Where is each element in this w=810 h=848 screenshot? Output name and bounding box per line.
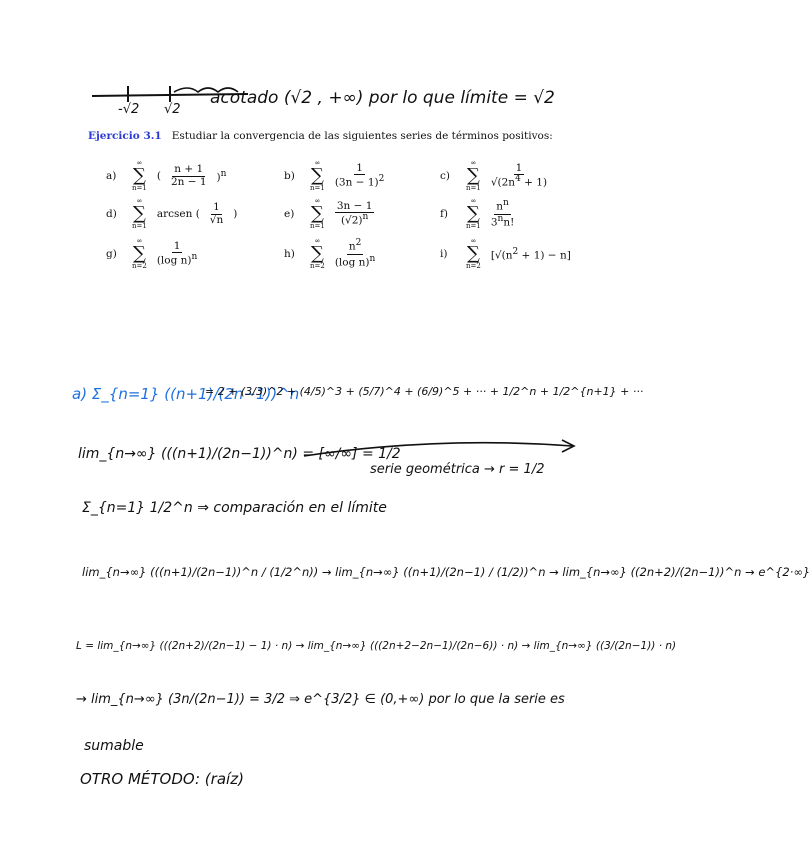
exercise-label: Ejercicio 3.1 (88, 130, 162, 142)
arrow-curve (300, 432, 580, 462)
tick-right-label: √2 (164, 102, 181, 117)
exercise-item-g: g) ∞ ∑ n=2 $\frac{1}{(\log n)^n}$ (106, 237, 198, 270)
exercise-item-c: c) ∞ ∑ n=1 $\frac{1}{√(2n^4 + 1)}$ (440, 159, 548, 192)
exercise-statement: Estudiar la convergencia de las siguientes series de términos positivos: (171, 130, 553, 142)
solution-conclusion-2: sumable (84, 738, 144, 754)
top-note-text: acotado (√2 , +∞) por lo que límite = √2 (210, 88, 555, 108)
exercise-item-b: b) ∞ ∑ n=1 $\frac{1}{(3n - 1)^2}$ (284, 159, 385, 192)
geometric-series-note: serie geométrica → r = 1/2 (370, 462, 545, 477)
exercise-item-i: i) ∞ ∑ n=2 $[√(n^2 + 1) - n]$ (440, 237, 571, 270)
exercise-item-a: a) ∞ ∑ n=1 ( $\frac{n + 1}{2n - 1}$ )$^n$ (106, 159, 227, 192)
other-method-note: OTRO MÉTODO: (raíz) (80, 770, 244, 788)
exercise-item-d: d) ∞ ∑ n=1 arcsen ( $\frac{1}{√n}$ ) (106, 197, 238, 230)
solution-limit-1: lim_{n→∞} (((n+1)/(2n−1))^n) = [∞/∞] = 1/2 (78, 446, 401, 462)
solution-comparison: Σ_{n=1} 1/2^n ⇒ comparación en el límite (82, 500, 387, 516)
exercise-item-f: f) ∞ ∑ n=1 $\frac{n^n}{3^nn!}$ (440, 197, 515, 230)
tick-left-label: -√2 (118, 102, 140, 117)
solution-conclusion: → lim_{n→∞} (3n/(2n−1)) = 3/2 ⇒ e^{3/2} ∈ (0,+∞) por lo que la serie es (76, 692, 565, 707)
exercise-item-e: e) ∞ ∑ n=1 $\frac{3n - 1}{(√2)^n}$ (284, 197, 373, 230)
solution-L: L = lim_{n→∞} (((2n+2)/(2n−1) − 1) · n) → lim_{n→∞} (((2n+2−2n−1)/(2n−6)) · n) → lim_{n→∞} ((3/(2n−1)) · n) (76, 640, 677, 652)
exercise-item-h: h) ∞ ∑ n=2 $\frac{n^2}{(\log n)^n}$ (284, 237, 376, 270)
solution-limit-2: lim_{n→∞} (((n+1)/(2n−1))^n / (1/2^n)) → lim_{n→∞} ((n+1)/(2n−1) / (1/2))^n → lim_{n→∞} ((2n+2)/(2n−1))^n → e^{2·∞} (82, 565, 810, 579)
exercise-heading (88, 130, 553, 142)
solution-a-expansion: = 2 + (3/3)^2 + (4/5)^3 + (5/7)^4 + (6/9)^5 + ··· + 1/2^n + 1/2^{n+1} + ··· (205, 385, 644, 398)
solution-a-start: a) Σ_{n=1} ((n+1)/(2n−1))^n (72, 385, 300, 403)
